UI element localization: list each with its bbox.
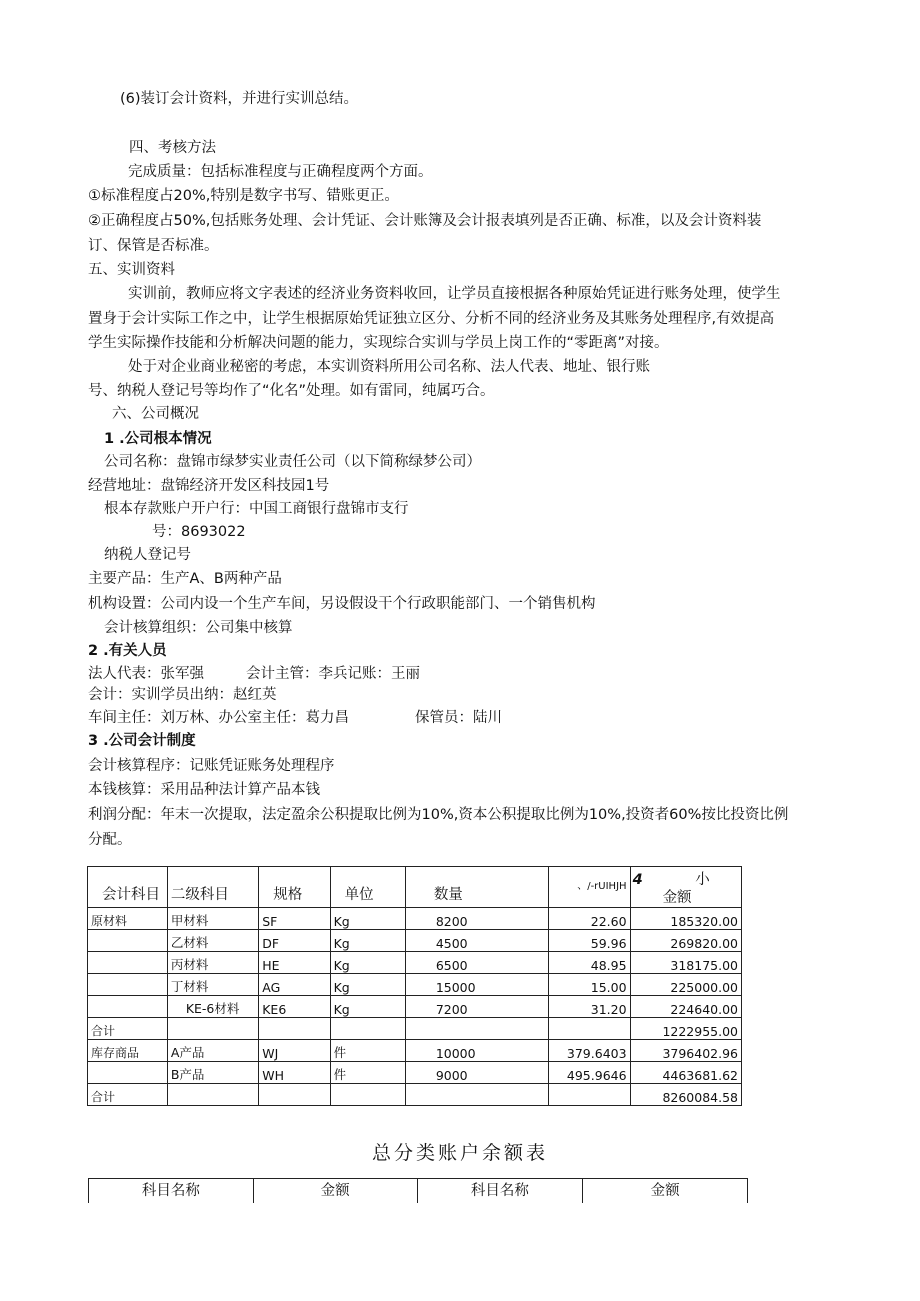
table-cell: 185320.00 (630, 908, 741, 930)
table-cell (405, 1018, 548, 1040)
table-cell (88, 996, 168, 1018)
text-line: 会计核算程序：记账凭证账务处理程序 (88, 758, 335, 774)
table-cell: 1222955.00 (630, 1018, 741, 1040)
header-cell: 会计科目 (88, 867, 168, 908)
table-row (88, 974, 742, 996)
text-line: (6)装订会计资料，并进行实训总结。 (120, 91, 359, 107)
text-line: 置身于会计实际工作之中，让学生根据原始凭证独立区分、分析不同的经济业务及其账务处理程序,有效提高 (88, 311, 775, 327)
subsection-heading: 2 .有关人员 (88, 643, 167, 659)
table-cell: Kg (330, 908, 405, 930)
header-cell: 金额 (253, 1179, 417, 1203)
table-cell: 库存商品 (88, 1040, 168, 1062)
table-cell: Kg (330, 996, 405, 1018)
table-cell (167, 1018, 258, 1040)
ledger-table (88, 1178, 748, 1203)
text-line: 经营地址：盘锦经济开发区科技园1号 (88, 478, 330, 494)
table-cell (330, 1018, 405, 1040)
table-cell: 甲材料 (167, 908, 258, 930)
table-cell: 15000 (405, 974, 548, 996)
table-cell: 318175.00 (630, 952, 741, 974)
header-cell: 金额 (583, 1179, 748, 1203)
table-cell: 225000.00 (630, 974, 741, 996)
table-cell (167, 1084, 258, 1106)
table-cell: 495.9646 (549, 1062, 631, 1084)
text-line: ②正确程度占50%,包括账务处理、会计凭证、会计账簿及会计报表填列是否正确、标准，以及会计资料装 (88, 213, 762, 229)
text-line: 本钱核算：采用品种法计算产品本钱 (88, 782, 320, 798)
table-cell (88, 974, 168, 996)
text-line: 实训前，教师应将文字表述的经济业务资料收回，让学员直接根据各种原始凭证进行账务处理，使学生 (128, 286, 781, 302)
table-cell: HE (259, 952, 330, 974)
table-cell: 4463681.62 (630, 1062, 741, 1084)
text-line: 会计核算组织：公司集中核算 (104, 620, 293, 636)
table-cell (259, 1084, 330, 1106)
table-cell: 乙材料 (167, 930, 258, 952)
section-heading: 四、考核方法 (129, 140, 216, 156)
section-heading: 六、公司概况 (112, 406, 199, 422)
header-fragment: 小 (695, 872, 710, 888)
table-cell: 7200 (405, 996, 548, 1018)
text-line: 会计：实训学员出纳：赵红英 (88, 687, 277, 703)
table-cell: B产品 (167, 1062, 258, 1084)
text-line: 机构设置：公司内设一个生产车间，另设假设干个行政职能部门、一个销售机构 (88, 596, 596, 612)
header-cell (630, 867, 741, 908)
table-cell: 件 (330, 1040, 405, 1062)
table-cell: 269820.00 (630, 930, 741, 952)
table-row (88, 952, 742, 974)
table-cell: 15.00 (549, 974, 631, 996)
table-cell: 6500 (405, 952, 548, 974)
table-header-row (89, 1179, 748, 1203)
text-line: 根本存款账户开户行：中国工商银行盘锦市支行 (104, 501, 409, 517)
table-cell: 丁材料 (167, 974, 258, 996)
table-cell (88, 1062, 168, 1084)
text-line: 保管员：陆川 (415, 710, 502, 726)
table-cell: KE6 (259, 996, 330, 1018)
header-cell: 科目名称 (89, 1179, 254, 1203)
table-cell: 10000 (405, 1040, 548, 1062)
text-line: 公司名称：盘锦市绿梦实业责任公司（以下简称绿梦公司） (104, 454, 481, 470)
table-row (88, 1084, 742, 1106)
table-cell: 合计 (88, 1084, 168, 1106)
text-line: 主要产品：生产A、B两种产品 (88, 571, 282, 587)
table-cell: WJ (259, 1040, 330, 1062)
table-cell: 8200 (405, 908, 548, 930)
header-cell: 科目名称 (417, 1179, 583, 1203)
table-header-row (88, 867, 742, 908)
table-cell (88, 930, 168, 952)
table-row (88, 1018, 742, 1040)
table-cell: 9000 (405, 1062, 548, 1084)
text-line: 利润分配：年末一次提取，法定盈余公积提取比例为10%,资本公积提取比例为10%,投资者60%按比投资比例 (88, 807, 789, 823)
table-cell: 丙材料 (167, 952, 258, 974)
table-cell: Kg (330, 952, 405, 974)
table-cell: 224640.00 (630, 996, 741, 1018)
table-cell: 8260084.58 (630, 1084, 741, 1106)
table-cell: Kg (330, 974, 405, 996)
text-line: 车间主任：刘万林、办公室主任：葛力昌 (88, 710, 349, 726)
table-row (88, 1062, 742, 1084)
text-line: ①标准程度占20%,特别是数字书写、错账更正。 (88, 188, 399, 204)
text-line: 订、保管是否标准。 (88, 238, 219, 254)
table-cell: 59.96 (549, 930, 631, 952)
text-line: 法人代表：张军强 (88, 666, 204, 682)
header-fragment: 金额 (662, 890, 692, 906)
table-row (88, 908, 742, 930)
text-line: 号：8693022 (152, 524, 246, 540)
section-heading: 五、实训资料 (88, 262, 175, 278)
table-cell: 31.20 (549, 996, 631, 1018)
table-cell: 22.60 (549, 908, 631, 930)
header-fragment: 4 (632, 872, 643, 888)
table-cell (330, 1084, 405, 1106)
text-line: 分配。 (88, 832, 132, 848)
table-cell: 合计 (88, 1018, 168, 1040)
table-cell: A产品 (167, 1040, 258, 1062)
text-line: 纳税人登记号 (104, 547, 191, 563)
table-cell: 4500 (405, 930, 548, 952)
text-line: 学生实际操作技能和分析解决问题的能力，实现综合实训与学员上岗工作的“零距离”对接。 (88, 335, 669, 351)
table-cell: 3796402.96 (630, 1040, 741, 1062)
table-cell (549, 1084, 631, 1106)
ledger-title: 总分类账户余额表 (371, 1142, 548, 1164)
header-cell: 规格 (259, 867, 330, 908)
table-cell: WH (259, 1062, 330, 1084)
text-line: 号、纳税人登记号等均作了“化名”处理。如有雷同，纯属巧合。 (88, 383, 495, 399)
table-cell: AG (259, 974, 330, 996)
header-cell: 单位 (330, 867, 405, 908)
table-cell: 379.6403 (549, 1040, 631, 1062)
table-cell (259, 1018, 330, 1040)
table-cell: DF (259, 930, 330, 952)
subsection-heading: 3 .公司会计制度 (88, 733, 196, 749)
table-cell: Kg (330, 930, 405, 952)
table-cell (549, 1018, 631, 1040)
table-cell (405, 1084, 548, 1106)
table-cell: 件 (330, 1062, 405, 1084)
table-row (88, 996, 742, 1018)
table-cell: SF (259, 908, 330, 930)
header-cell: 数量 (405, 867, 548, 908)
inventory-table (87, 866, 742, 1106)
header-cell: 、/-rUIHJH (549, 867, 631, 908)
header-cell: 二级科目 (167, 867, 258, 908)
table-cell: 原材料 (88, 908, 168, 930)
text-line: 处于对企业商业秘密的考虑，本实训资料所用公司名称、法人代表、地址、银行账 (128, 359, 650, 375)
table-cell (88, 952, 168, 974)
subsection-heading: 1 .公司根本情况 (104, 431, 212, 447)
text-line: 完成质量：包括标准程度与正确程度两个方面。 (128, 164, 433, 180)
table-row (88, 1040, 742, 1062)
table-cell: 48.95 (549, 952, 631, 974)
table-cell: KE-6材料 (167, 996, 258, 1018)
table-row (88, 930, 742, 952)
text-line: 会计主管：李兵记账：王丽 (246, 666, 420, 682)
